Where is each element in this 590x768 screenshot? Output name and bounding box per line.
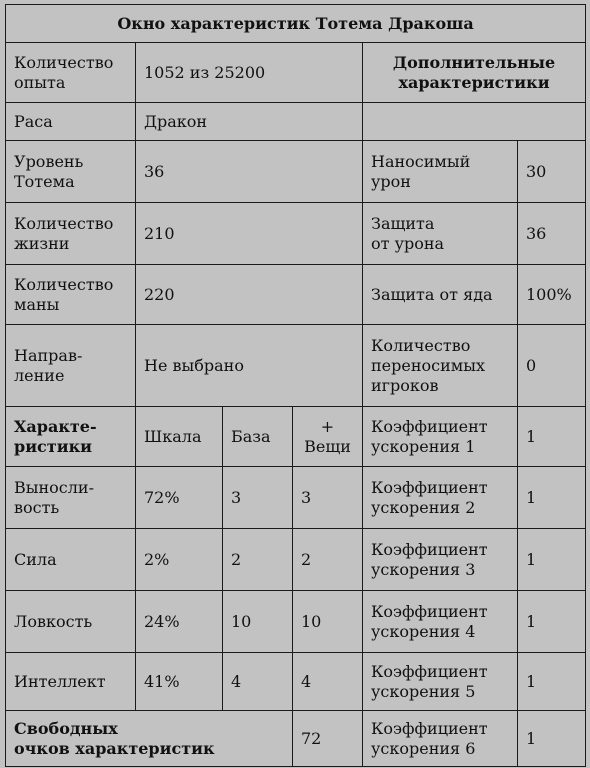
- totem-stats-table: [5, 4, 586, 767]
- table-title: Окно характеристик Тотема Дракоша: [6, 5, 586, 43]
- endurance-scale: 72%: [136, 467, 223, 529]
- intellect-label: Интеллект: [6, 653, 136, 711]
- accel-3-value: 1: [518, 529, 586, 591]
- totem-level-value: 36: [136, 141, 363, 203]
- accel-3-label: Коэффициент ускорения 3: [363, 529, 518, 591]
- accel-2-value: 1: [518, 467, 586, 529]
- table-row-experience: [6, 43, 586, 103]
- agility-scale: 24%: [136, 591, 223, 653]
- table-row-agility: [6, 591, 586, 653]
- accel-2-label: Коэффициент ускорения 2: [363, 467, 518, 529]
- accel-5-value: 1: [518, 653, 586, 711]
- direction-label: Направ- ление: [6, 325, 136, 407]
- attributes-header-row: [6, 407, 586, 467]
- carry-players-label: Количество переносимых игроков: [363, 325, 518, 407]
- endurance-label: Выносли- вость: [6, 467, 136, 529]
- table-row-strength: [6, 529, 586, 591]
- items-header: + Вещи: [293, 407, 363, 467]
- race-label: Раса: [6, 103, 136, 141]
- race-value: Дракон: [136, 103, 363, 141]
- table-row-endurance: [6, 467, 586, 529]
- defense-value: 36: [518, 203, 586, 265]
- mana-label: Количество маны: [6, 265, 136, 325]
- base-header: База: [223, 407, 293, 467]
- carry-players-value: 0: [518, 325, 586, 407]
- damage-value: 30: [518, 141, 586, 203]
- accel-4-label: Коэффициент ускорения 4: [363, 591, 518, 653]
- scale-header: Шкала: [136, 407, 223, 467]
- accel-1-value: 1: [518, 407, 586, 467]
- agility-base: 10: [223, 591, 293, 653]
- empty-cell: [363, 103, 586, 141]
- table-row-health: [6, 203, 586, 265]
- strength-items: 2: [293, 529, 363, 591]
- free-points-value: 72: [293, 711, 363, 767]
- health-value: 210: [136, 203, 363, 265]
- free-points-label: Свободных очков характеристик: [6, 711, 293, 767]
- totem-level-label: Уровень Тотема: [6, 141, 136, 203]
- accel-6-label: Коэффициент ускорения 6: [363, 711, 518, 767]
- table-row-direction: [6, 325, 586, 407]
- intellect-base: 4: [223, 653, 293, 711]
- extra-characteristics-header: Дополнительные характеристики: [363, 43, 586, 103]
- endurance-base: 3: [223, 467, 293, 529]
- title-row: [6, 5, 586, 43]
- table-row-free-points: [6, 711, 586, 767]
- direction-value: Не выбрано: [136, 325, 363, 407]
- intellect-items: 4: [293, 653, 363, 711]
- strength-label: Сила: [6, 529, 136, 591]
- strength-scale: 2%: [136, 529, 223, 591]
- defense-label: Защита от урона: [363, 203, 518, 265]
- poison-defense-label: Защита от яда: [363, 265, 518, 325]
- accel-6-value: 1: [518, 711, 586, 767]
- strength-base: 2: [223, 529, 293, 591]
- accel-4-value: 1: [518, 591, 586, 653]
- table-row-mana: [6, 265, 586, 325]
- agility-label: Ловкость: [6, 591, 136, 653]
- experience-value: 1052 из 25200: [136, 43, 363, 103]
- agility-items: 10: [293, 591, 363, 653]
- experience-label: Количество опыта: [6, 43, 136, 103]
- accel-1-label: Коэффициент ускорения 1: [363, 407, 518, 467]
- attributes-header-label: Характе- ристики: [6, 407, 136, 467]
- endurance-items: 3: [293, 467, 363, 529]
- mana-value: 220: [136, 265, 363, 325]
- table-row-intellect: [6, 653, 586, 711]
- table-row-totem-level: [6, 141, 586, 203]
- health-label: Количество жизни: [6, 203, 136, 265]
- damage-label: Наносимый урон: [363, 141, 518, 203]
- table-row-race: [6, 103, 586, 141]
- intellect-scale: 41%: [136, 653, 223, 711]
- poison-defense-value: 100%: [518, 265, 586, 325]
- accel-5-label: Коэффициент ускорения 5: [363, 653, 518, 711]
